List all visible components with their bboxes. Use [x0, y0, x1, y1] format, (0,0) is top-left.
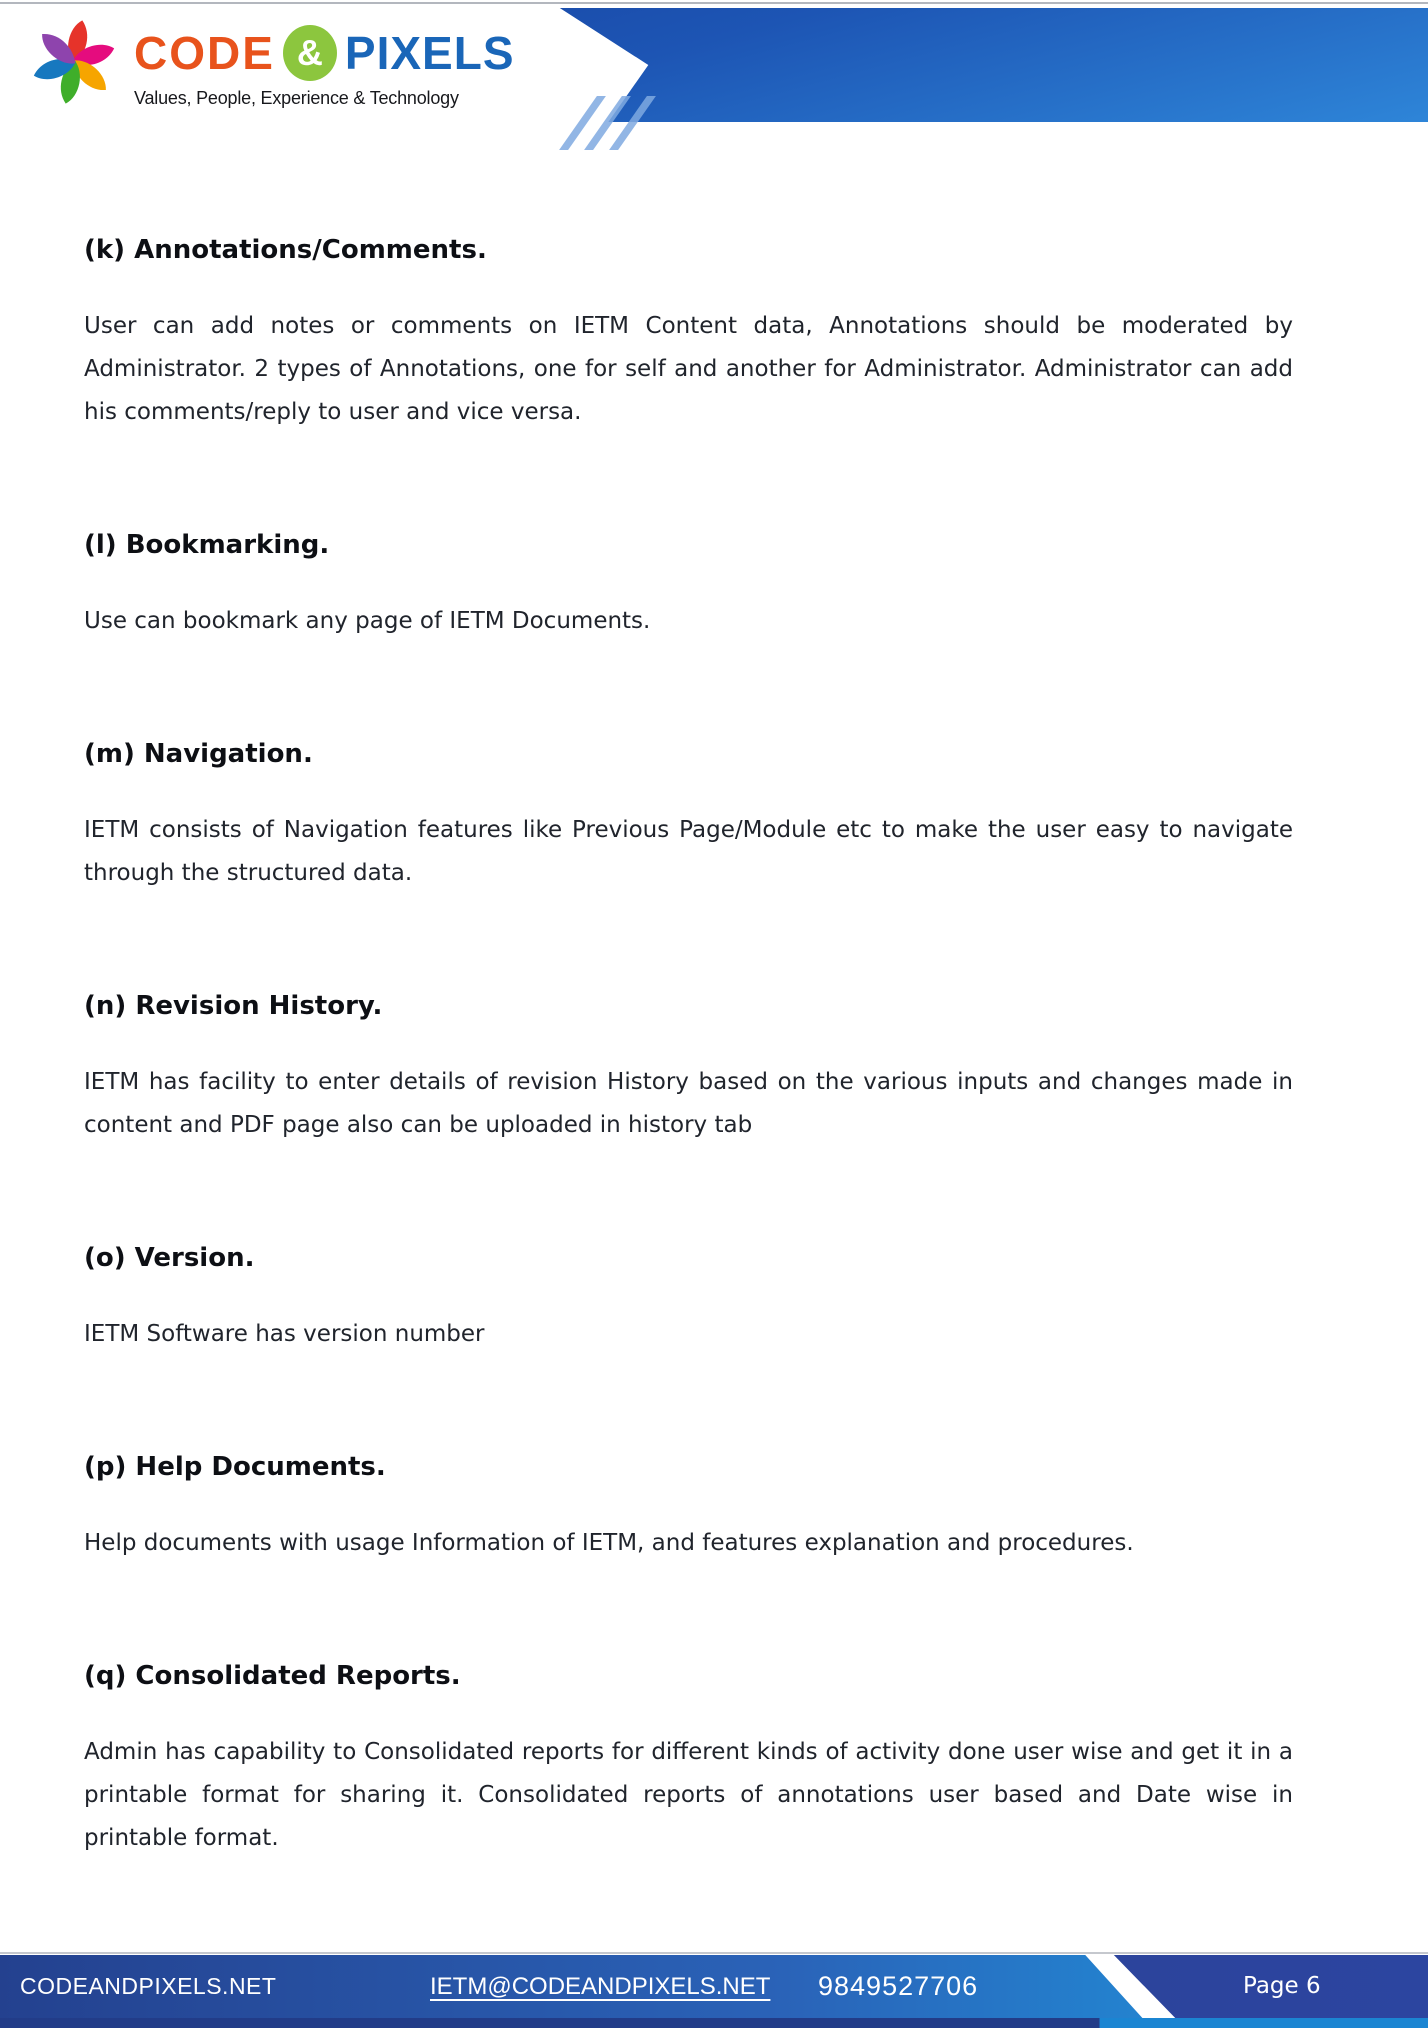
section-consolidated-reports: [84, 1661, 1293, 1860]
section-paragraph: IETM consists of Navigation features like Previous Page/Module etc to make the user easy to navigate through the structured data.: [84, 817, 1293, 886]
section-paragraph: Help documents with usage Information of IETM, and features explanation and procedures.: [84, 1530, 1134, 1556]
section-annotations-comments: [84, 235, 1293, 434]
brand-text-block: [134, 14, 515, 109]
section-help-documents: [84, 1452, 1293, 1565]
footer-bottom-strip: [0, 2018, 1428, 2028]
footer-email-link[interactable]: IETM@CODEANDPIXELS.NET: [430, 1973, 771, 2000]
pinwheel-flower-icon: [28, 14, 120, 110]
section-version: [84, 1243, 1293, 1356]
section-heading: (q) Consolidated Reports.: [84, 1661, 461, 1691]
footer-bar: [0, 1955, 1428, 2018]
brand-tagline: Values, People, Experience & Technology: [134, 88, 459, 108]
section-paragraph: IETM has facility to enter details of revision History based on the various inputs and changes made in content and PDF page also can be uploaded in history tab: [84, 1069, 1293, 1138]
brand-pixels-text: PIXELS: [344, 27, 515, 79]
document-body: [0, 135, 1428, 1860]
section-navigation: [84, 739, 1293, 895]
footer-page-number: Page 6: [1243, 1973, 1321, 1999]
section-heading: (l) Bookmarking.: [84, 530, 330, 560]
section-heading: (p) Help Documents.: [84, 1452, 386, 1482]
section-paragraph: Use can bookmark any page of IETM Documents.: [84, 608, 651, 634]
section-paragraph: Admin has capability to Consolidated reports for different kinds of activity done user wise and get it in a printable format for sharing it. Consolidated reports of annotations user based and Date wise in printable format.: [84, 1739, 1293, 1851]
page-header: [0, 0, 1428, 135]
section-heading: (k) Annotations/Comments.: [84, 235, 487, 265]
footer-website: CODEANDPIXELS.NET: [20, 1973, 277, 1999]
brand-code-text: CODE: [134, 27, 275, 79]
header-top-divider: [0, 2, 1428, 4]
section-heading: (n) Revision History.: [84, 991, 383, 1021]
footer-top-divider: [0, 1952, 1428, 1954]
page-footer: [0, 1952, 1428, 2028]
section-revision-history: [84, 991, 1293, 1147]
brand-ampersand-badge: &: [283, 25, 337, 81]
section-paragraph: IETM Software has version number: [84, 1321, 485, 1347]
footer-phone: 9849527706: [818, 1971, 979, 2001]
section-bookmarking: [84, 530, 1293, 643]
section-heading: (o) Version.: [84, 1243, 255, 1273]
section-heading: (m) Navigation.: [84, 739, 313, 769]
company-logo: [28, 14, 515, 110]
section-paragraph: User can add notes or comments on IETM Content data, Annotations should be moderated by Administrator. 2 types of Annotations, one for self and another for Administrator. Administrator can add his comments/reply to user and vice versa.: [84, 313, 1293, 425]
